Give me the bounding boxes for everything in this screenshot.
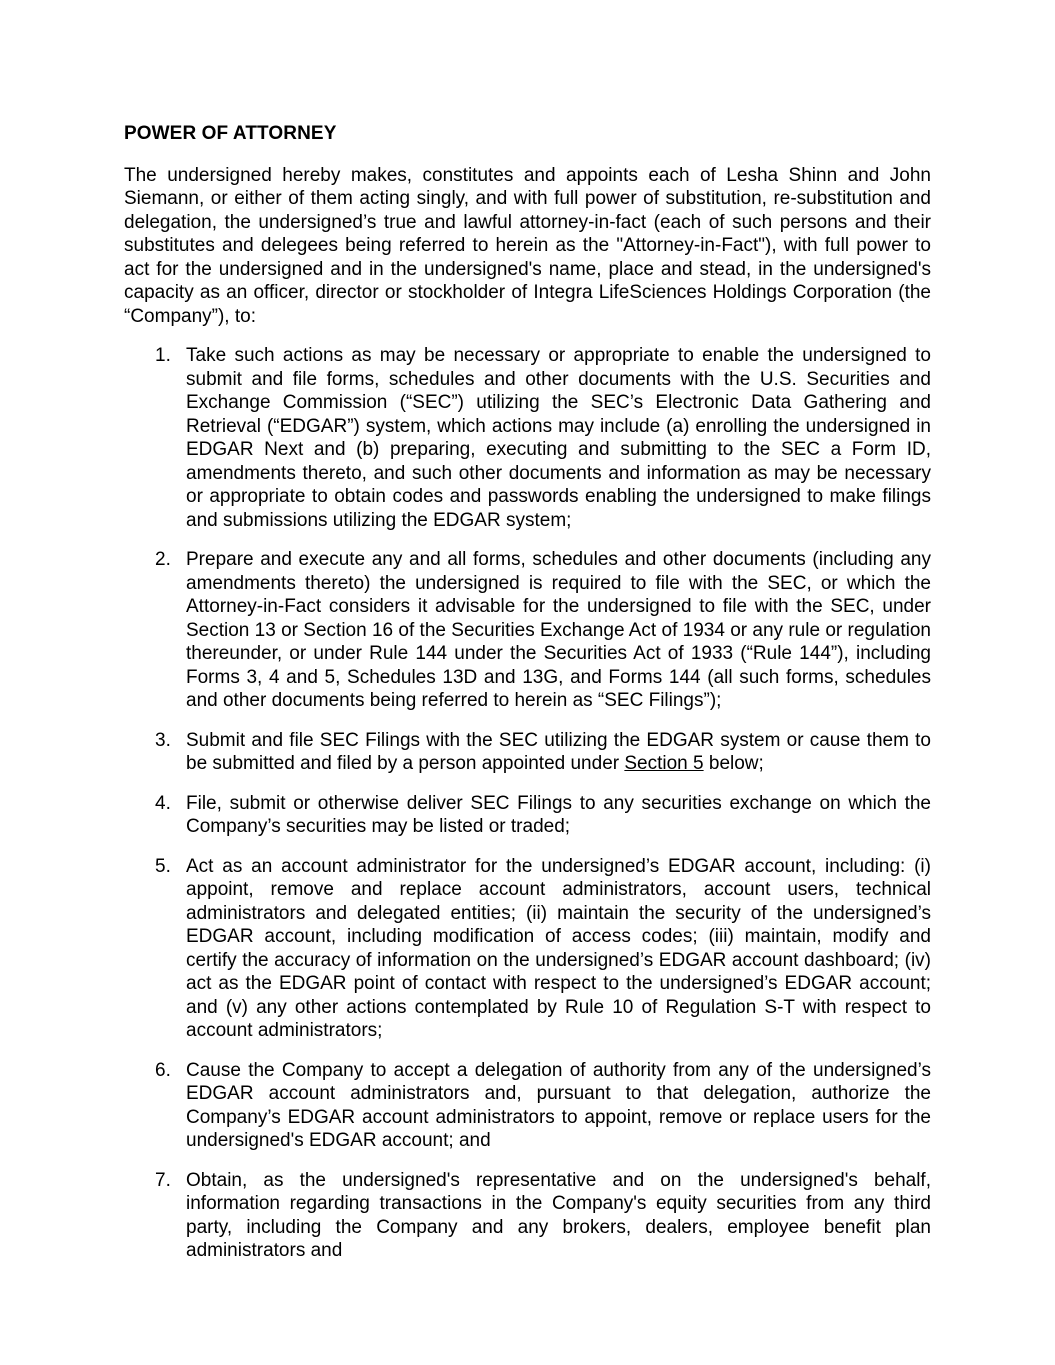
list-item: [124, 792, 931, 839]
list-item-text: File, submit or otherwise deliver SEC Filings to any securities exchange on which the Company’s securities may be listed or traded;: [186, 792, 931, 837]
list-item: [124, 1169, 931, 1263]
intro-paragraph: The undersigned hereby makes, constitutes and appoints each of Lesha Shinn and John Siemann, or either of them acting singly, and with full power of substitution, re-substitution and delegation, the undersigned’s true and lawful attorney-in-fact (each of such persons and their substitutes and delegees being referred to herein as the "Attorney-in-Fact"), with full power to act for the undersigned and in the undersigned's name, place and stead, in the undersigned's capacity as an officer, director or stockholder of Integra LifeSciences Holdings Corporation (the “Company”), to:: [124, 164, 931, 327]
list-item-text: [186, 729, 931, 776]
list-item-number: 3.: [155, 729, 171, 751]
document-title: POWER OF ATTORNEY: [124, 123, 337, 144]
list-item-text-before: Submit and file SEC Filings with the SEC utilizing the EDGAR system or cause them to be submitted and filed by a person appointed under: [186, 729, 931, 774]
list-item: [124, 344, 931, 532]
list-item-number: 6.: [155, 1059, 171, 1081]
list-item-number: 4.: [155, 792, 171, 814]
list-item: [124, 548, 931, 713]
list-item-number: 1.: [155, 345, 171, 366]
list-item-number: 7.: [155, 1169, 171, 1191]
list-item: [124, 729, 931, 776]
list-item-text: Cause the Company to accept a delegation of authority from any of the undersigned’s EDGAR account administrators and, pursuant to that delegation, authorize the Company’s EDGAR account administrators to appoint, remove or replace users for the undersigned's EDGAR account; and: [186, 1059, 931, 1151]
list-item-number: 2.: [155, 549, 171, 570]
section-5-reference: Section 5: [624, 753, 704, 774]
list-item: [124, 1059, 931, 1153]
numbered-list: [124, 344, 931, 1263]
list-item-text: Take such actions as may be necessary or appropriate to enable the undersigned to submit and file forms, schedules and other documents with the U.S. Securities and Exchange Commission (“SEC”) utilizing the SEC’s Electronic Data Gathering and Retrieval (“EDGAR”) system, which actions may include (a) enrolling the undersigned in EDGAR Next and (b) preparing, executing and submitting to the SEC a Form ID, amendments thereto, and such other documents and information as may be necessary or appropriate to obtain codes and passwords enabling the undersigned to make filings and submissions utilizing the EDGAR system;: [186, 345, 931, 531]
list-item-number: 5.: [155, 855, 171, 877]
list-item-text-after: below;: [703, 753, 764, 774]
list-item-text: Act as an account administrator for the undersigned’s EDGAR account, including: (i) appoint, remove and replace account administrators, account users, technical administrators and delegated entities; (ii) maintain the security of the undersigned’s EDGAR account, including modification of access codes; (iii) maintain, modify and certify the accuracy of information on the undersigned’s EDGAR account dashboard; (iv) act as the EDGAR point of contact with respect to the undersigned’s EDGAR account; and (v) any other actions contemplated by Rule 10 of Regulation S-T with respect to account administrators;: [186, 855, 931, 1041]
list-item-text: Obtain, as the undersigned's representative and on the undersigned's behalf, information regarding transactions in the Company's equity securities from any third party, including the Company and any brokers, dealers, employee benefit plan administrators and: [186, 1169, 931, 1261]
list-item: [124, 855, 931, 1043]
list-item-text: Prepare and execute any and all forms, schedules and other documents (including any amendments thereto) the undersigned is required to file with the SEC, or which the Attorney-in-Fact considers it advisable for the undersigned to file with the SEC, under Section 13 or Section 16 of the Securities Exchange Act of 1934 or any rule or regulation thereunder, or under Rule 144 under the Securities Act of 1933 (“Rule 144”), including Forms 3, 4 and 5, Schedules 13D and 13G, and Forms 144 (all such forms, schedules and other documents being referred to herein as “SEC Filings”);: [186, 549, 931, 711]
